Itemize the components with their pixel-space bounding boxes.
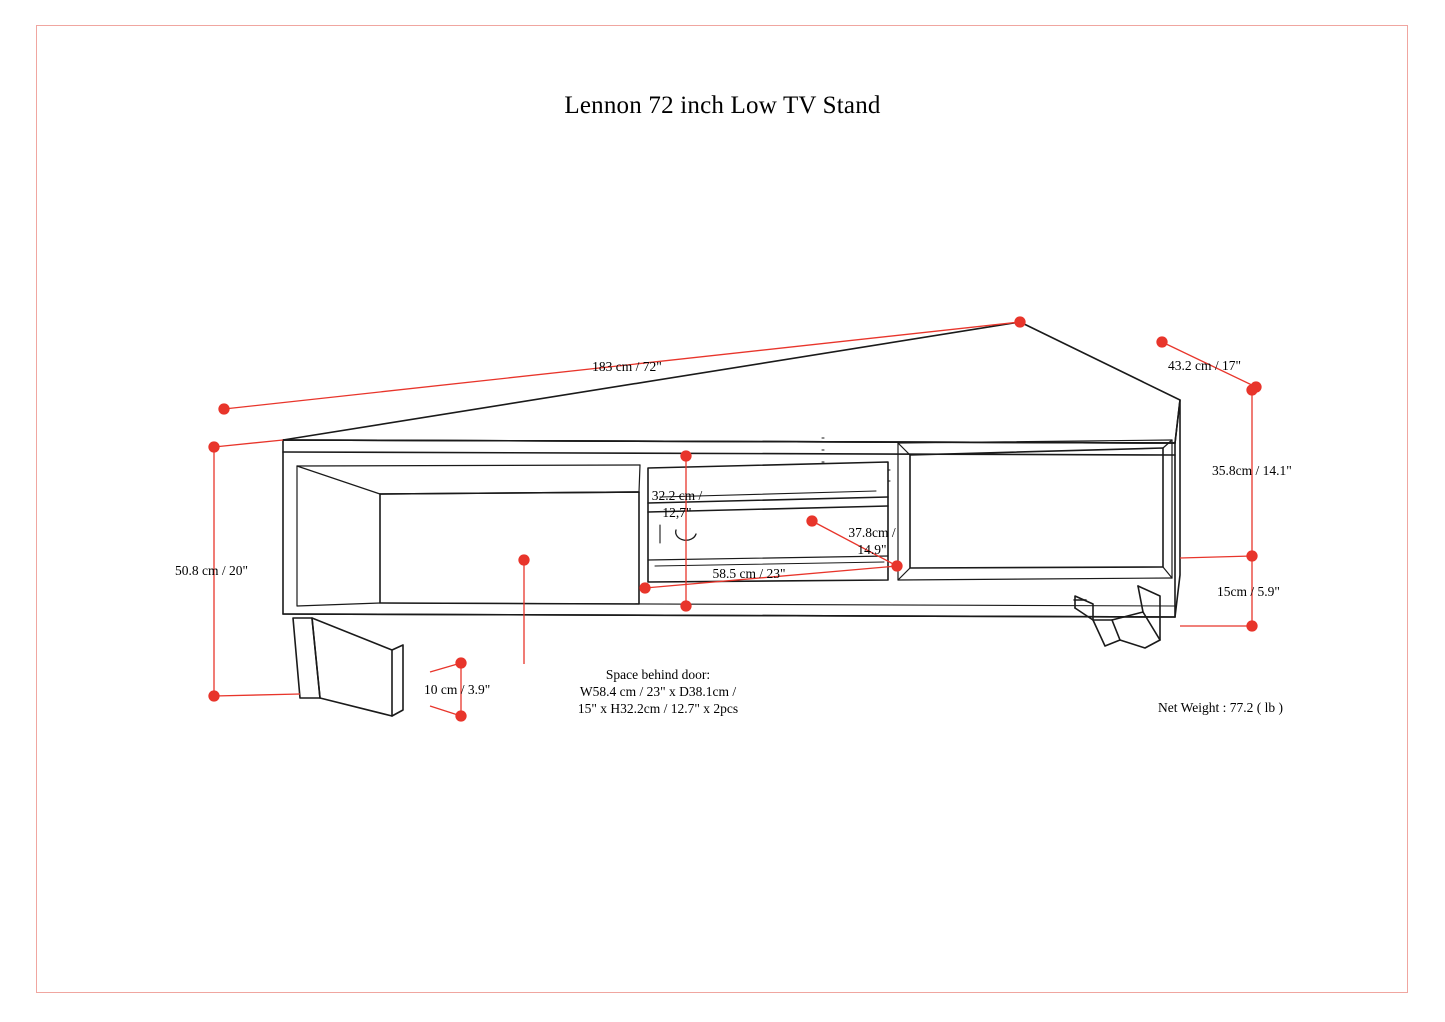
center-compartment [648, 462, 888, 582]
note-pointer [519, 555, 529, 664]
dim-label-height-total: 50.8 cm / 20" [175, 563, 249, 578]
left-door-left-bevel [297, 466, 380, 606]
note-line-2: W58.4 cm / 23" x D38.1cm / [579, 684, 737, 700]
left-door [380, 492, 639, 604]
note-line-3: 15" x H32.2cm / 12.7" x 2pcs [577, 701, 739, 717]
net-weight-label: Net Weight : 77.2 ( lb ) [1158, 700, 1284, 715]
shelf-depth-line-2: 14.9" [857, 541, 887, 557]
dimension-annotations [209, 317, 1261, 721]
page-title: Lennon 72 inch Low TV Stand [564, 92, 881, 119]
dim-label-foot-depth: 10 cm / 3.9" [424, 682, 491, 697]
dim-label-leg-height: 15cm / 5.9" [1217, 584, 1280, 599]
shelf-depth-line-1: 37.8cm / [848, 525, 896, 540]
dim-label-cabinet-height: 35.8cm / 14.1" [1212, 463, 1292, 478]
cabinet-bottom-rail [283, 614, 1175, 617]
cabinet-inner-bottom [380, 603, 1175, 606]
cabinet-top-band [283, 452, 1175, 455]
dim-label-shelf-height [622, 488, 732, 522]
space-behind-door-note [498, 666, 818, 717]
dim-label-depth-top: 43.2 cm / 17" [1168, 358, 1242, 373]
shelf-height-line-2: 12,7" [662, 504, 692, 520]
dim-label-opening-width: 58.5 cm / 23" [712, 566, 786, 581]
left-door-bevel [297, 466, 380, 494]
right-door [910, 448, 1163, 568]
right-door-bevel-tr [1163, 440, 1172, 448]
right-door-bevel-br [1163, 567, 1172, 578]
dim-label-shelf-depth [822, 525, 922, 559]
dim-shelf-height [681, 451, 691, 611]
right-door-bevel-tl [898, 443, 910, 455]
dim-label-width-top: 183 cm / 72" [592, 359, 662, 374]
cable-holes [822, 438, 890, 481]
cabinet-top-surface [283, 322, 1180, 443]
shelf-height-line-1: 32.2 cm / [651, 488, 703, 503]
left-door-top-inner-edge [297, 465, 640, 466]
right-door-inner-left [898, 443, 1172, 580]
note-line-1: Space behind door: [605, 667, 711, 682]
